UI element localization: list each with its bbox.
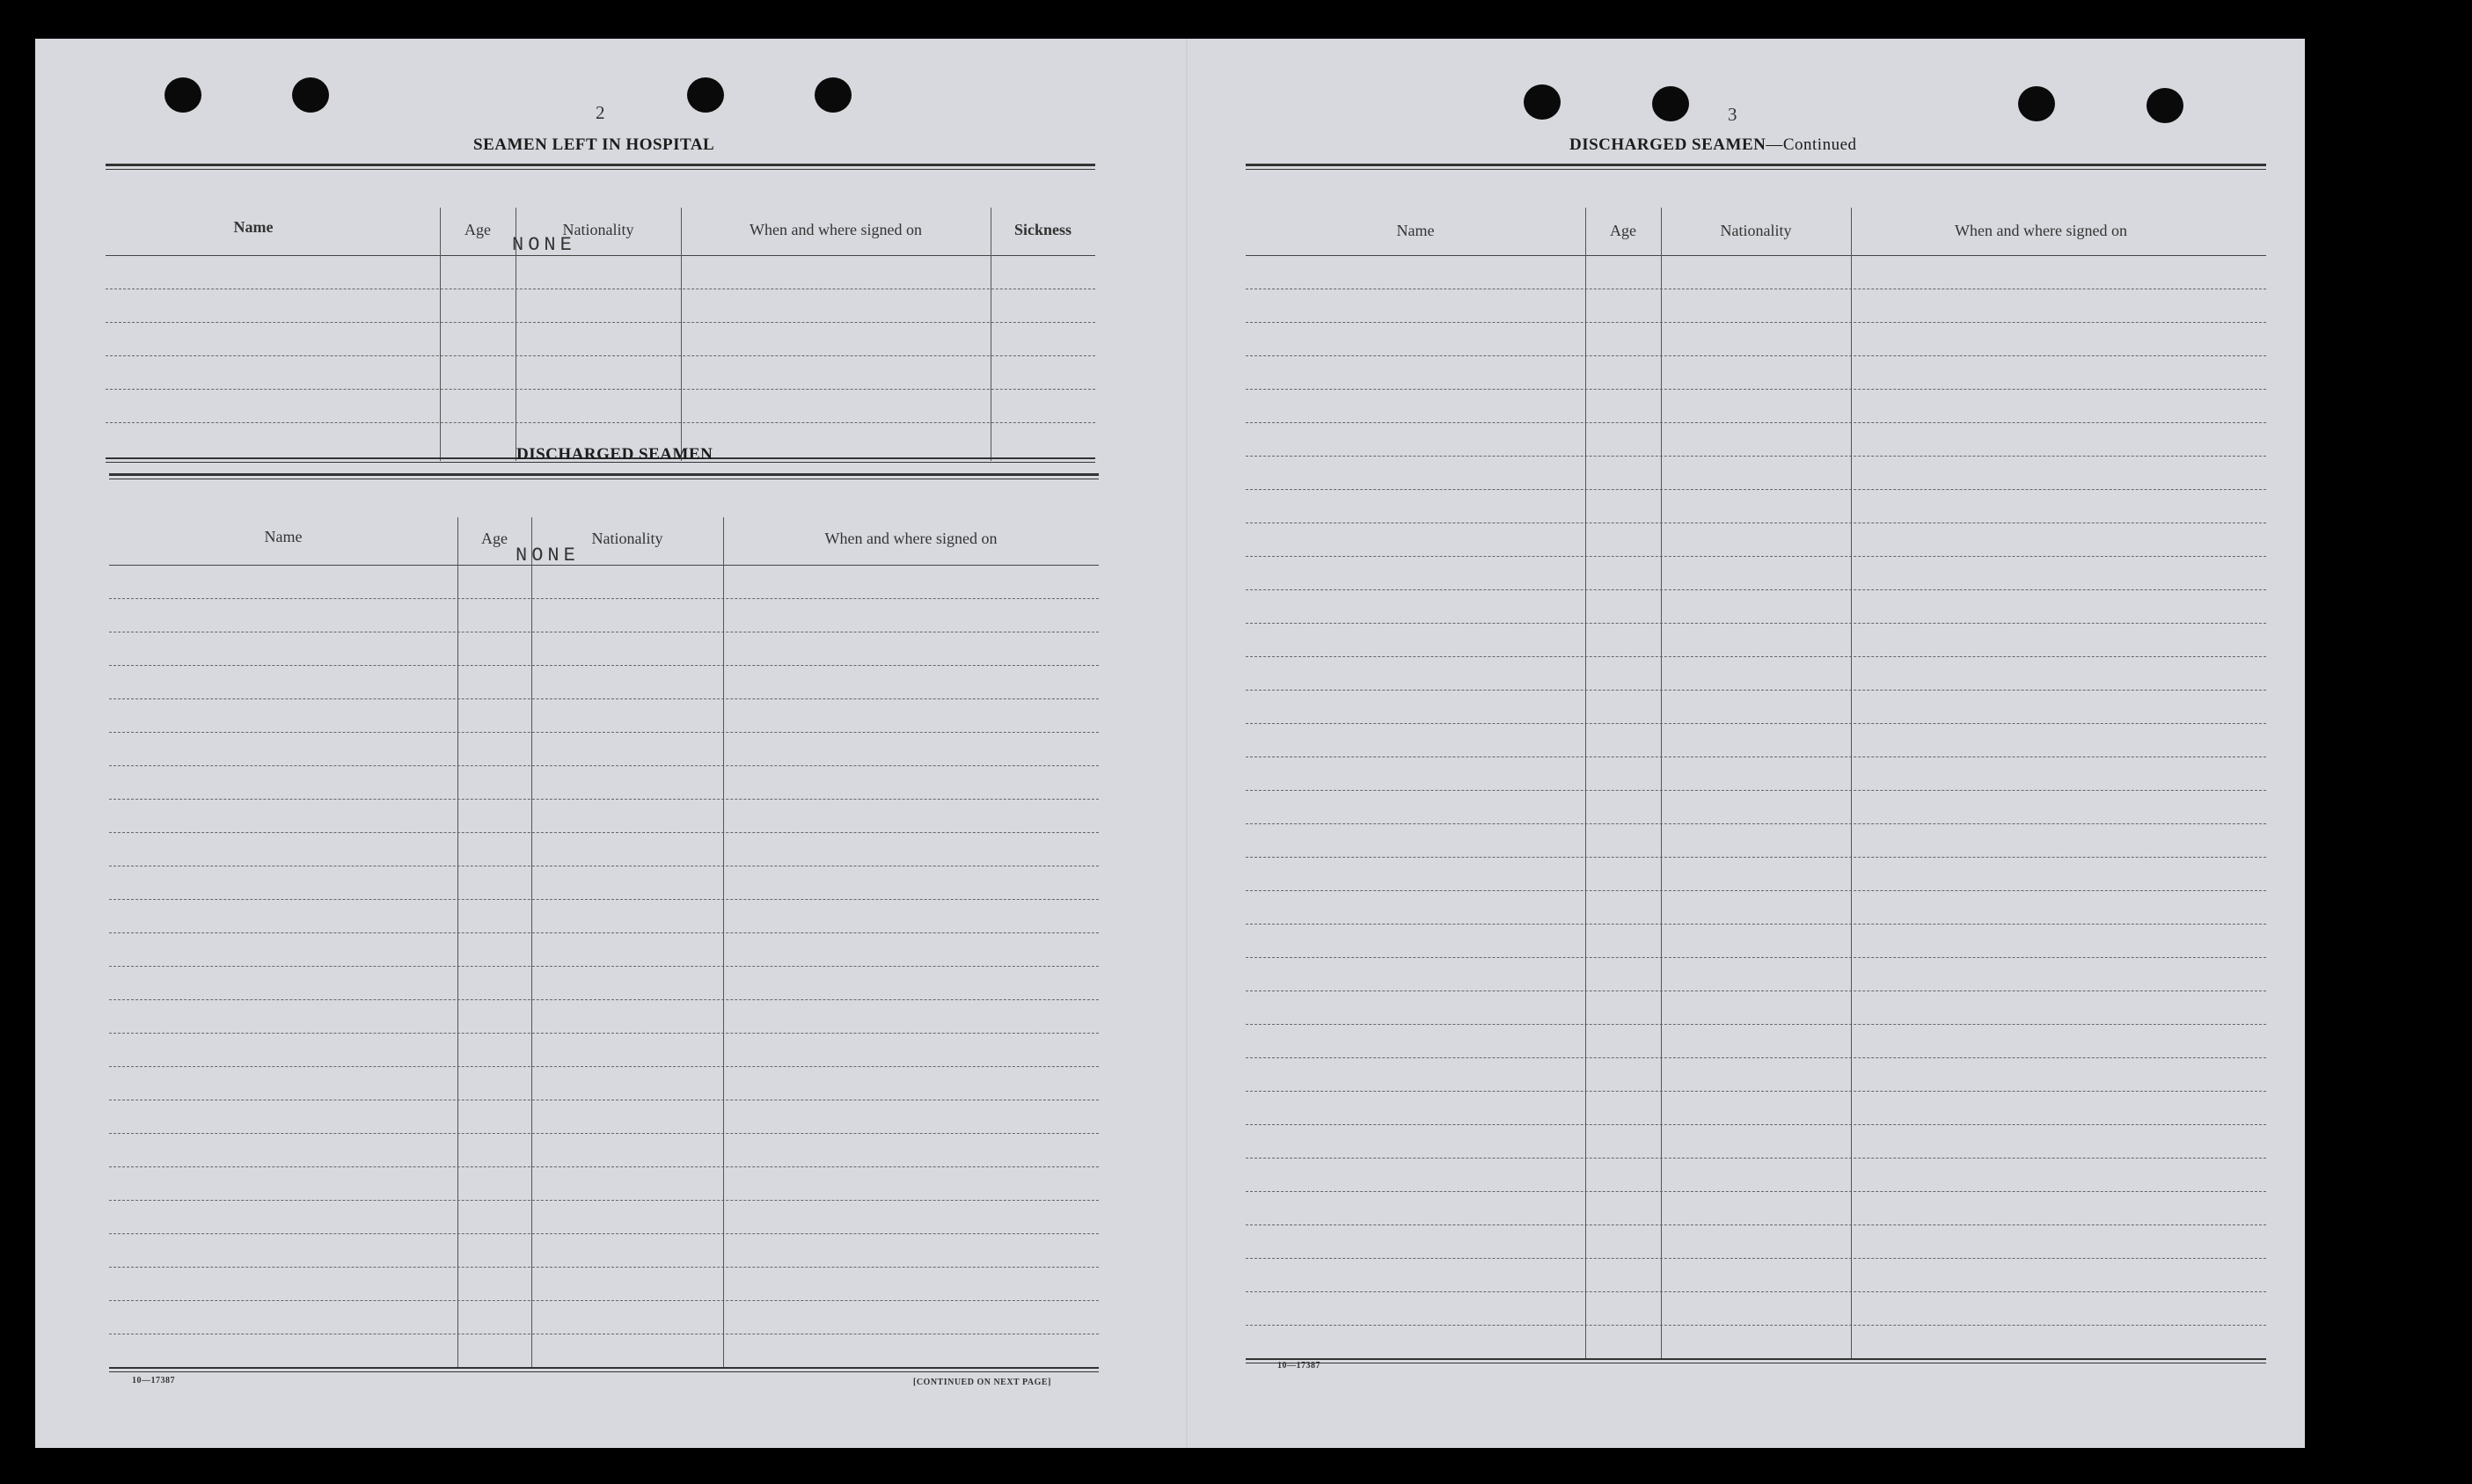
continued-note: [CONTINUED ON NEXT PAGE] [913,1378,1051,1387]
discharged-table-left [109,473,1099,1379]
header-when-where: When and where signed on [1955,222,2127,239]
document-sheet [35,39,2305,1448]
header-when-where: When and where signed on [750,221,922,238]
title-main: DISCHARGED SEAMEN [1569,135,1766,154]
header-age: Age [464,221,491,238]
punch-hole [1652,86,1689,121]
header-name: Name [1396,222,1435,239]
discharged-continued-title [1569,135,1857,155]
header-when-where: When and where signed on [824,530,998,547]
discharged-table-right [1246,164,2266,1395]
page-fold [1186,39,1188,1448]
header-nationality: Nationality [1720,222,1792,239]
punch-hole [165,77,201,113]
page-number-right: 3 [1728,104,1737,125]
punch-hole [2018,86,2055,121]
form-number-left: 10—17387 [132,1376,175,1385]
title-suffix: —Continued [1766,135,1857,154]
header-name: Name [264,528,303,545]
header-nationality: Nationality [591,530,663,547]
form-number-right: 10—17387 [1277,1361,1320,1371]
punch-hole [1524,84,1561,120]
header-name: Name [233,218,274,236]
header-age: Age [1610,222,1636,239]
hospital-entry-none: NONE [512,234,576,256]
punch-hole [687,77,724,113]
discharged-section-title: DISCHARGED SEAMEN [516,445,713,464]
punch-hole [815,77,852,113]
header-sickness: Sickness [1013,221,1072,238]
page-number-left: 2 [596,102,605,123]
header-nationality: Nationality [562,221,634,238]
punch-hole [2147,88,2183,123]
punch-hole [292,77,329,113]
hospital-table [106,164,1095,428]
hospital-section-title: SEAMEN LEFT IN HOSPITAL [473,135,715,154]
header-age: Age [481,530,508,547]
discharged-entry-none: NONE [516,545,580,567]
